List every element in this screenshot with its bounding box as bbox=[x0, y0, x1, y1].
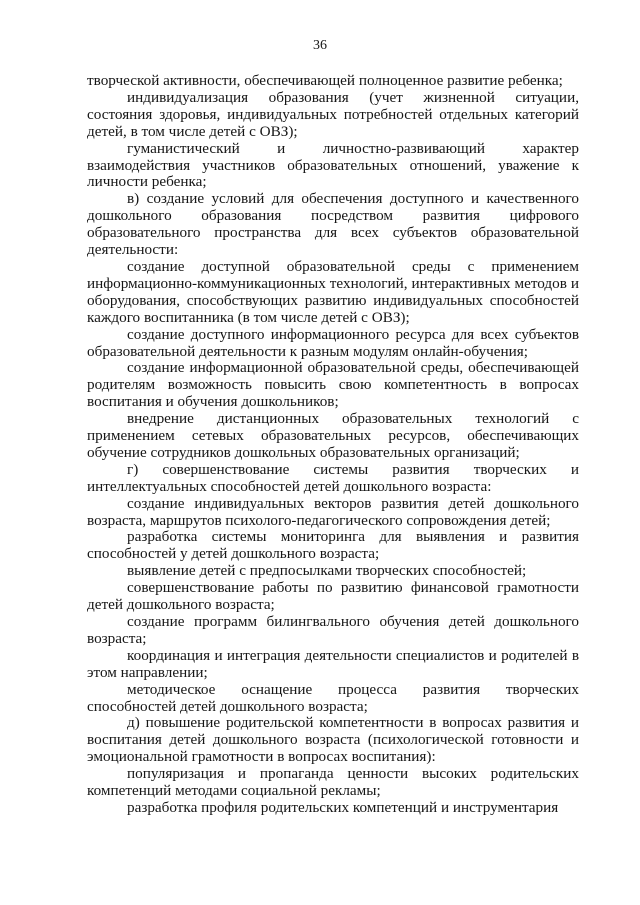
paragraph: создание программ билингвального обучения детей дошкольного возраста; bbox=[87, 613, 579, 647]
paragraph: выявление детей с предпосылками творческих способностей; bbox=[127, 562, 527, 580]
page-number: 36 bbox=[313, 38, 327, 53]
paragraph: создание доступного информационного ресурса для всех субъектов образовательной деятельности к разным модулям онлайн-обучения; bbox=[87, 325, 579, 360]
body-text bbox=[87, 73, 579, 817]
paragraph: разработка профиля родительских компетенций и инструментария bbox=[127, 798, 559, 816]
paragraph: создание индивидуальных векторов развития детей дошкольного возраста, маршрутов психолого-педагогического сопровождения детей; bbox=[87, 494, 579, 529]
paragraph: координация и интеграция деятельности специалистов и родителей в этом направлении; bbox=[87, 646, 579, 681]
paragraph: гуманистический и личностно-развивающий характер взаимодействия участников образовательных отношений, уважение к личности ребенка; bbox=[87, 139, 579, 191]
paragraph: д) повышение родительской компетентности в вопросах развития и воспитания детей дошкольного возраста (психологической готовности и эмоциональной грамотности в вопросах воспитания): bbox=[87, 714, 579, 766]
paragraph: разработка системы мониторинга для выявления и развития способностей у детей дошкольного возраста; bbox=[87, 528, 579, 563]
paragraph: г) совершенствование системы развития творческих и интеллектуальных способностей детей дошкольного возраста: bbox=[87, 460, 579, 495]
paragraph: творческой активности, обеспечивающей полноценное развитие ребенка; bbox=[87, 72, 563, 89]
paragraph: внедрение дистанционных образовательных технологий с применением сетевых образовательных ресурсов, обеспечивающих обучение сотрудников дошкольных образовательных организаций; bbox=[87, 410, 579, 461]
paragraph: совершенствование работы по развитию финансовой грамотности детей дошкольного возраста; bbox=[87, 579, 579, 614]
paragraph: создание информационной образовательной среды, обеспечивающей родителям возможность повысить свою компетентность в вопросах воспитания и обучения дошкольников; bbox=[87, 359, 579, 411]
paragraph: в) создание условий для обеспечения доступного и качественного дошкольного образования посредством развития цифрового образовательного пространства для всех субъектов образовательной деятельности: bbox=[87, 190, 579, 259]
paragraph: создание доступной образовательной среды с применением информационно-коммуникационных технологий, интерактивных методов и оборудования, способствующих развитию индивидуальных способностей каждого воспитанника (в том числе детей с ОВЗ); bbox=[87, 257, 579, 326]
paragraph: методическое оснащение процесса развития творческих способностей детей дошкольного возраста; bbox=[87, 680, 579, 715]
paragraph: популяризация и пропаганда ценности высоких родительских компетенций методами социальной рекламы; bbox=[87, 765, 579, 800]
paragraph: индивидуализация образования (учет жизненной ситуации, состояния здоровья, индивидуальных потребностей отдельных категорий детей, в том числе детей с ОВЗ); bbox=[87, 88, 579, 140]
